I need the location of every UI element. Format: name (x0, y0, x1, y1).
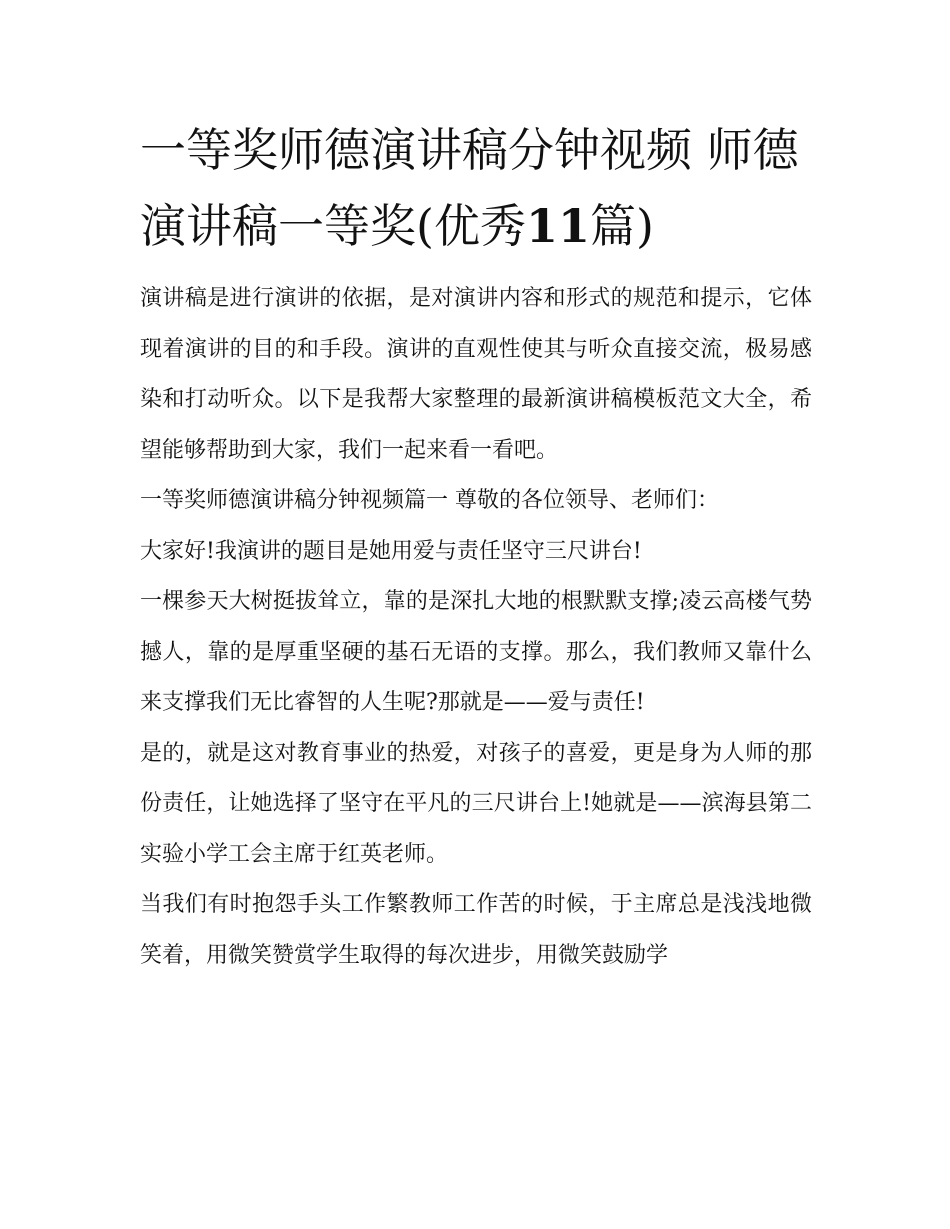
paragraph-smile: 当我们有时抱怨手头工作繁教师工作苦的时候，于主席总是浅浅地微笑着，用微笑赞赏学生取得的每次进步，用微笑鼓励学 (140, 892, 812, 968)
paragraph-intro: 演讲稿是进行演讲的依据，是对演讲内容和形式的规范和提示，它体现着演讲的目的和手段。演讲的直观性使其与听众直接交流，极易感染和打动听众。以下是我帮大家整理的最新演讲稿模板范文大全，希望能够帮助到大家，我们一起来看一看吧。 (140, 286, 812, 463)
document-body (140, 274, 812, 981)
title-number: 11 (525, 199, 590, 253)
document-page (140, 112, 812, 981)
paragraph-section-heading: 一等奖师德演讲稿分钟视频篇一 尊敬的各位领导、老师们： (140, 488, 719, 513)
paragraph-greeting: 大家好!我演讲的题目是她用爱与责任坚守三尺讲台! (140, 538, 642, 564)
paragraph-teacher-intro: 是的，就是这对教育事业的热爱，对孩子的喜爱，更是身为人师的那份责任，让她选择了坚守在平凡的三尺讲台上!她就是——滨海县第二实验小学工会主席于红英老师。 (140, 740, 812, 867)
paragraph-love-responsibility: 一棵参天大树挺拔耸立，靠的是深扎大地的根默默支撑;凌云高楼气势撼人，靠的是厚重坚硬的基石无语的支撑。那么，我们教师又靠什么来支撑我们无比睿智的人生呢?那就是——爱与责任! (140, 589, 812, 715)
document-title: 一等奖师德演讲稿分钟视频 师德演讲稿一等奖(优秀11篇) (140, 123, 799, 253)
